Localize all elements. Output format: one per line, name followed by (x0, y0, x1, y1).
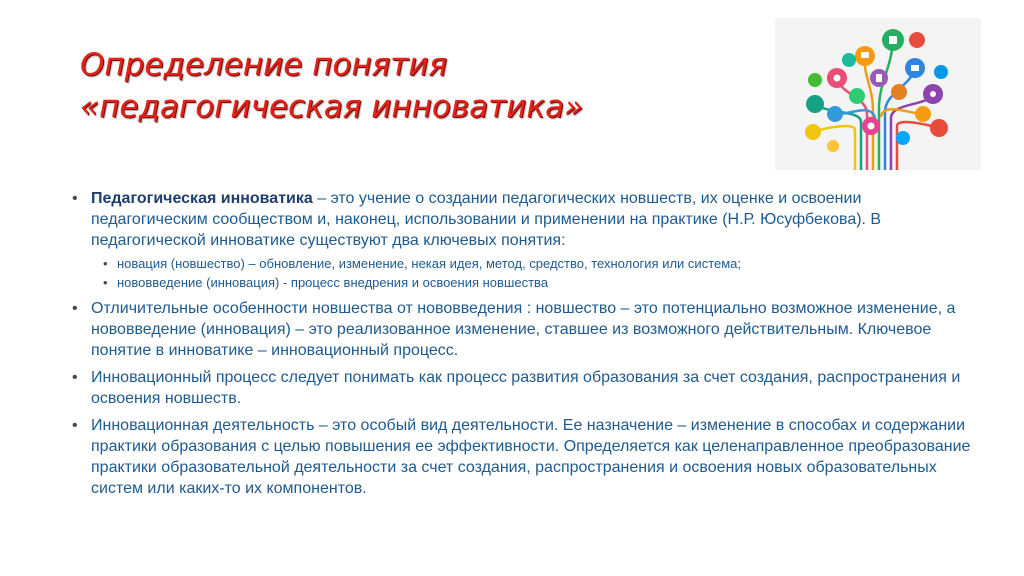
title-line-1: Определение понятия (80, 47, 448, 83)
definition-text: – это учение о создании педагогических новшеств, их оценке и освоении педагогическим сообществом и, наконец, использовании и применении на практике (Н.Р. Юсуфбекова). В педагогической инноватике существуют два ключевых понятия: (91, 190, 882, 249)
innovation-tree-icon (775, 18, 981, 170)
content-bullets (72, 188, 982, 505)
bullet-distinctions: • Отличительные особенности новшества от нововведения : новшество – это потенциально возможное изменение, а нововведение (инновация) – это реализованное изменение, ставшее из возможного действительным. Ключевое понятие в инноватике – инновационный процесс. (72, 298, 982, 361)
bullet-innovation-activity: • Инновационная деятельность – это особый вид деятельности. Ее назначение – изменение в способах и содержании практики образования с целью повышения ее эффективности. Определяется как целенаправленное преобразование практики образовательной деятельности за счет создания, распространения и освоения новых образовательных систем или каких-то их компонентов. (72, 415, 982, 499)
term-pedagogical-innovatics: Педагогическая инноватика (91, 190, 313, 207)
sub-bullet-innovation: • нововведение (инновация) - процесс внедрения и освоения новшества (91, 273, 982, 292)
bullet-definition (72, 188, 982, 292)
bullet-innovation-process: • Инновационный процесс следует понимать как процесс развития образования за счет создания, распространения и освоения новшеств. (72, 367, 982, 409)
key-concepts-list (91, 254, 982, 292)
slide-title (80, 44, 720, 128)
title-line-2: «педагогическая инноватика» (80, 89, 584, 125)
sub-bullet-novation: • новация (новшество) – обновление, изменение, некая идея, метод, средство, технология или система; (91, 254, 982, 273)
